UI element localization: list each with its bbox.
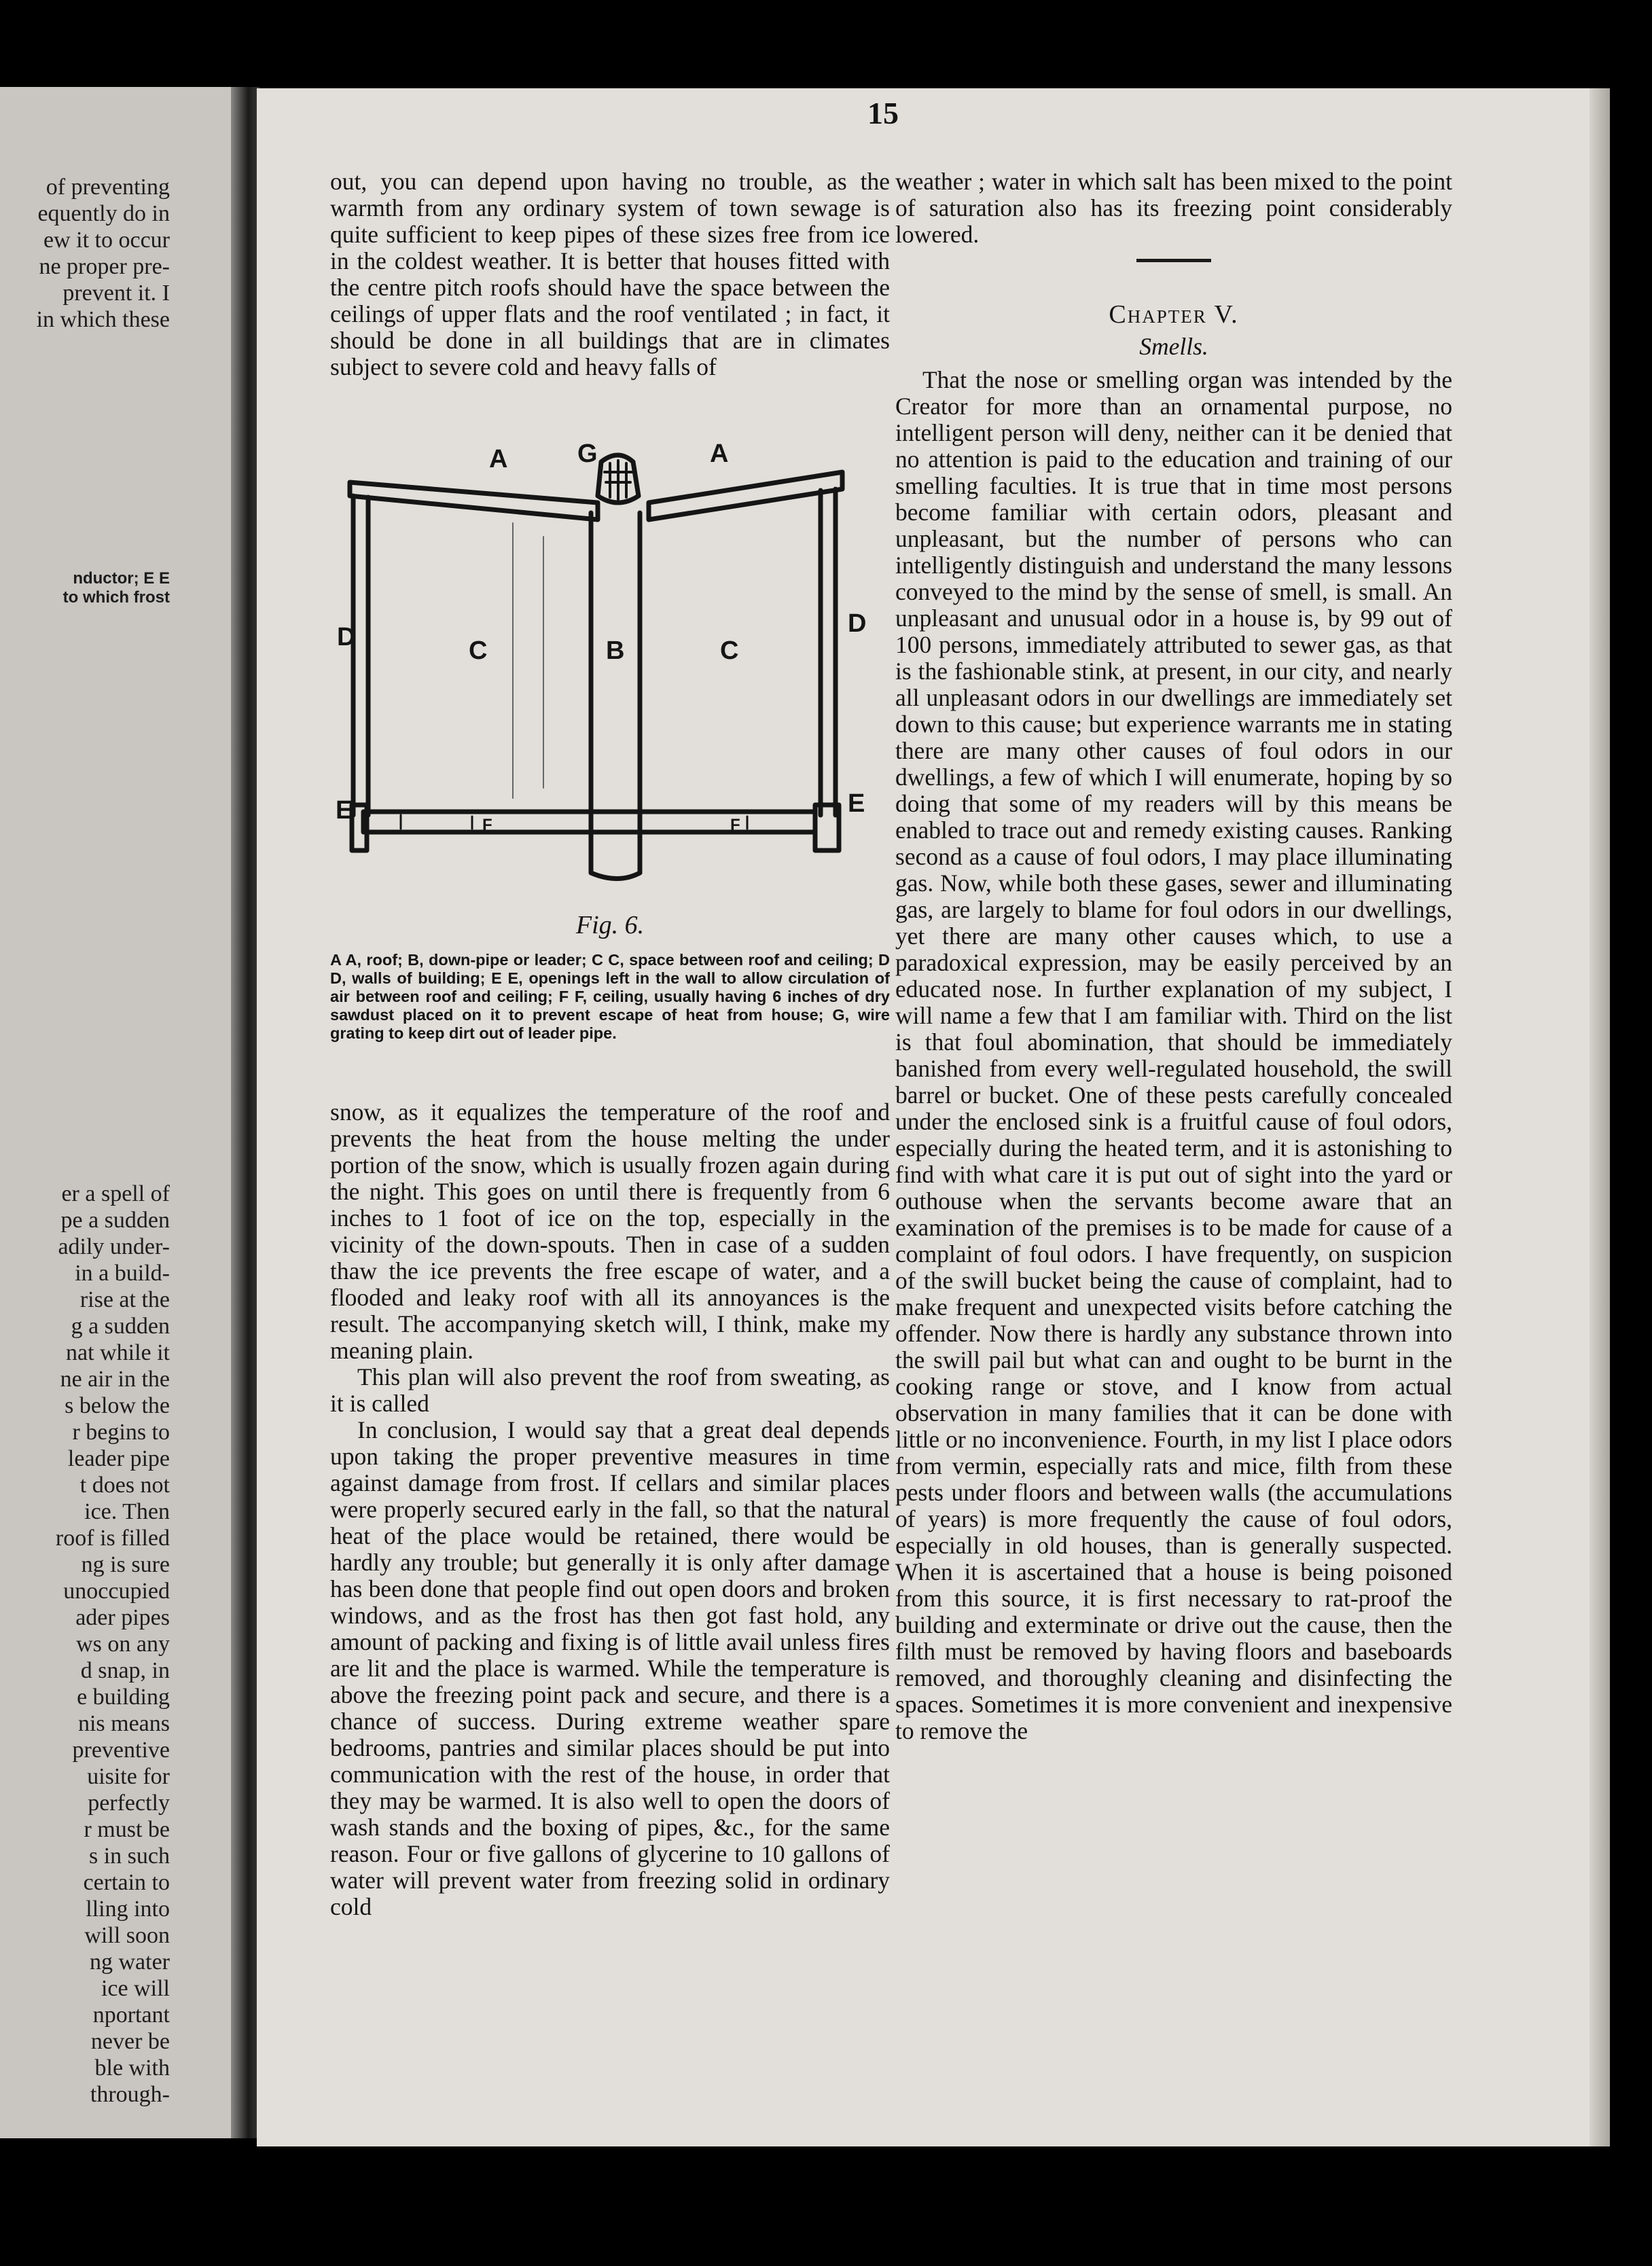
label-d-right: D xyxy=(848,609,867,638)
paragraph-sweating: This plan will also prevent the roof from sweating, as it is called xyxy=(330,1363,890,1417)
fragment-bottom-line: t does not xyxy=(79,1473,170,1498)
fragment-bottom-line: ws on any xyxy=(76,1632,170,1657)
fragment-bottom-line: s in such xyxy=(89,1844,170,1869)
left-page-fragment-caption xyxy=(63,569,170,607)
fragment-top-line: in which these xyxy=(36,307,170,332)
fragment-bottom-line: through- xyxy=(90,2082,170,2107)
fragment-bottom-line: nportant xyxy=(92,2002,170,2028)
fragment-bottom-line: e building xyxy=(77,1685,170,1710)
label-a-right: A xyxy=(710,439,729,468)
fragment-bottom-line: never be xyxy=(90,2029,170,2054)
fragment-bottom-line: g a sudden xyxy=(71,1314,170,1339)
fragment-bottom-line: r must be xyxy=(84,1817,170,1842)
right-column xyxy=(895,168,1452,1744)
book-spine xyxy=(231,87,259,2138)
chapter-heading: Chapter V. xyxy=(1109,300,1239,329)
fragment-bottom-line: rise at the xyxy=(79,1287,170,1312)
roof-diagram xyxy=(336,435,869,910)
fragment-top-line: prevent it. I xyxy=(62,281,170,306)
label-f-right: F xyxy=(730,816,740,834)
label-a-left: A xyxy=(489,445,508,473)
fragment-bottom-line: ng water xyxy=(89,1949,170,1975)
fragment-top-line: equently do in xyxy=(37,201,170,226)
opening-left xyxy=(352,805,367,850)
fragment-bottom-line: ader pipes xyxy=(75,1605,170,1630)
fragment-bottom-line: nat while it xyxy=(66,1340,170,1365)
right-column-top-text: weather ; water in which salt has been mixed to the point of saturation also has its freezing point considerably lowered. xyxy=(895,168,1452,248)
figure-legend: A A, roof; B, down-pipe or leader; C C, space between roof and ceiling; D D, walls of building; E E, openings left in the wall to allow circulation of air between roof and ceiling; F F, ceiling, usually having 6 inches of dry sawdust placed on it to prevent escape of heat from house; G, wire grating to keep dirt out of leader pipe. xyxy=(330,951,890,1042)
chapter-body: That the nose or smelling organ was intended by the Creator for more than an ornamental purpose, no intelligent person will deny, neither can it be denied that no attention is paid to the education and training of our smelling faculties. It is true that in time most persons become familiar with certain odors, pleasant and unpleasant, but the number of persons who can intelligently distinguish and understand the many lessons conveyed to the mind by the sense of smell, is small. An unpleasant and unusual odor in a house is, by 99 out of 100 persons, immediately attributed to sewer gas, as that is the fashionable stink, at present, in our city, and nearly all unpleasant odors in our dwellings are immediately set down to this cause; but experience warrants me in stating there are many other causes of foul odors in our dwellings, a few of which I will enumerate, hoping by so doing that some of my readers will by this means be enabled to trace out and remedy existing causes. Ranking second as a cause of foul odors, I may place illuminating gas. Now, while both these gases, sewer and illuminating gas, are largely to blame for foul odors in our dwellings, yet there are many other causes which, to use a paradoxical expression, may be easily perceived by an educated nose. In further explanation of my subject, I will name a few that I am familiar with. Third on the list is that foul abomination, that should be immediately banished from every well-regulated household, the swill barrel or bucket. One of these pests carefully concealed under the enclosed sink is a fruitful cause of foul odors, especially during the heated term, and it is astonishing to find with what care it is put out of sight into the yard or outhouse when the servants become aware that an examination of the premises is to be made for cause of a complaint of foul odors. I have frequently, on suspicion of the swill bucket being the cause of complaint, had to make frequent and unexpected visits before catching the offender. Now there is hardly any substance thrown into the swill pail but what can and ought to be burnt in the cooking range or stove, and I know from actual observation in many families that it can be done with little or no inconvenience. Fourth, in my list I place odors from vermin, especially rats and mice, filth from these pests under floors and between walls (the accumulations of years) is more frequently the cause of foul odors, especially in old houses, than is generally suspected. When it is ascertained that a house is being poisoned from this source, it is first necessary to rat-proof the building and exterminate or drive out the cause, then the filth must be removed by having floors and baseboards removed, and thoroughly cleaning and disinfecting the spaces. Sometimes it is more convenient and inexpensive to remove the xyxy=(895,366,1452,1744)
fragment-top-line: ew it to occur xyxy=(43,228,170,253)
fragment-bottom-line: roof is filled xyxy=(55,1526,170,1551)
fragment-bottom-line: in a build- xyxy=(75,1261,170,1286)
page-number: 15 xyxy=(867,96,899,130)
wall-right xyxy=(821,489,836,815)
label-c-right: C xyxy=(720,636,739,665)
section-divider xyxy=(1136,259,1211,262)
down-pipe xyxy=(591,513,640,879)
left-facing-page xyxy=(0,87,238,2138)
fragment-bottom-line: r begins to xyxy=(72,1420,170,1445)
fragment-bottom-line: er a spell of xyxy=(61,1181,170,1206)
label-e-right: E xyxy=(848,789,865,818)
fragment-bottom-line: s below the xyxy=(65,1393,170,1418)
left-column-top-text: out, you can depend upon having no trouble, as the warmth from any ordinary system of town sewage is quite sufficient to keep pipes of these sizes free from ice in the coldest weather. It is better that houses fitted with the centre pitch roofs should have the space between the ceilings of upper flats and the roof ventilated ; in fact, it should be done in all buildings that are in climates subject to severe cold and heavy falls of xyxy=(330,168,890,380)
left-page-fragment-top xyxy=(37,174,170,333)
label-g: G xyxy=(577,439,598,468)
fragment-bottom-line: lling into xyxy=(86,1896,170,1922)
fragment-bottom-line: unoccupied xyxy=(63,1579,170,1604)
fragment-bottom-line: uisite for xyxy=(87,1764,170,1789)
left-column-top xyxy=(330,168,890,380)
fragment-bottom-line: leader pipe xyxy=(67,1446,170,1471)
label-f-left: F xyxy=(482,816,492,834)
fragment-bottom-line: ice will xyxy=(101,1976,170,2001)
fragment-bottom-line: will soon xyxy=(84,1923,170,1948)
paragraph-conclusion: In conclusion, I would say that a great deal depends upon taking the proper preventive measures in time against damage from frost. If cellars and similar places were properly secured early in the fall, so that the natural heat of the place would be retained, there would be hardly any trouble; but generally it is only after damage has been done that people find out open doors and broken windows, and as the frost has then got fast hold, any amount of packing and fixing is of little avail unless fires are lit and the place is warmed. While the temperature is above the freezing point pack and secure, and there is a chance of success. During extreme weather spare bedrooms, pantries and similar places should be put into communication with the rest of the house, in order that they may be warmed. It is also well to open the doors of wash stands and the boxing of pipes, &c., for the same reason. Four or five gallons of glycerine to 10 gallons of water will prevent water from freezing solid in ordinary cold xyxy=(330,1416,890,1920)
label-d-left: D xyxy=(337,623,356,651)
fragment-middle-line: to which frost xyxy=(62,588,170,607)
fragment-bottom-line: preventive xyxy=(72,1738,170,1763)
fragment-bottom-line: ice. Then xyxy=(84,1499,170,1524)
fragment-bottom-line: pe a sudden xyxy=(60,1208,170,1233)
fragment-middle-line: nductor; E E xyxy=(73,569,170,588)
fragment-top-line: of preventing xyxy=(46,175,170,200)
fragment-bottom-line: nis means xyxy=(77,1711,170,1736)
chapter-subtitle: Smells. xyxy=(1139,333,1208,360)
fragment-bottom-line: perfectly xyxy=(88,1791,170,1816)
wall-left xyxy=(353,496,368,815)
fragment-bottom-line: ne air in the xyxy=(60,1367,170,1392)
left-column-lower xyxy=(330,1099,890,1920)
figure-caption: Fig. 6. xyxy=(575,911,645,939)
roof-left xyxy=(350,482,598,520)
fragment-bottom-line: certain to xyxy=(83,1870,170,1895)
wire-grating xyxy=(605,461,632,499)
left-page-fragment-bottom xyxy=(56,1181,170,2108)
paragraph-snow: snow, as it equalizes the temperature of the roof and prevents the heat from the house melting the under portion of the snow, which is usually frozen again during the night. This goes on until there is frequently from 6 inches to 1 foot of ice on the top, especially in the vicinity of the down-spouts. Then in case of a sudden thaw the ice prevents the free escape of water, and a flooded and leaky roof with all its annoyances is the result. The accompanying sketch will, I think, make my meaning plain. xyxy=(330,1098,890,1364)
roof-right xyxy=(649,472,842,520)
fragment-bottom-line: d snap, in xyxy=(80,1658,170,1683)
fragment-top-line: ne proper pre- xyxy=(39,254,170,279)
page-edge xyxy=(1590,88,1610,2146)
fragment-bottom-line: ble with xyxy=(94,2055,170,2081)
label-c-left: C xyxy=(469,636,488,665)
fragment-bottom-line: adily under- xyxy=(58,1234,170,1259)
label-b: B xyxy=(606,636,625,665)
label-e-left: E xyxy=(336,796,353,825)
fragment-bottom-line: ng is sure xyxy=(81,1552,170,1577)
